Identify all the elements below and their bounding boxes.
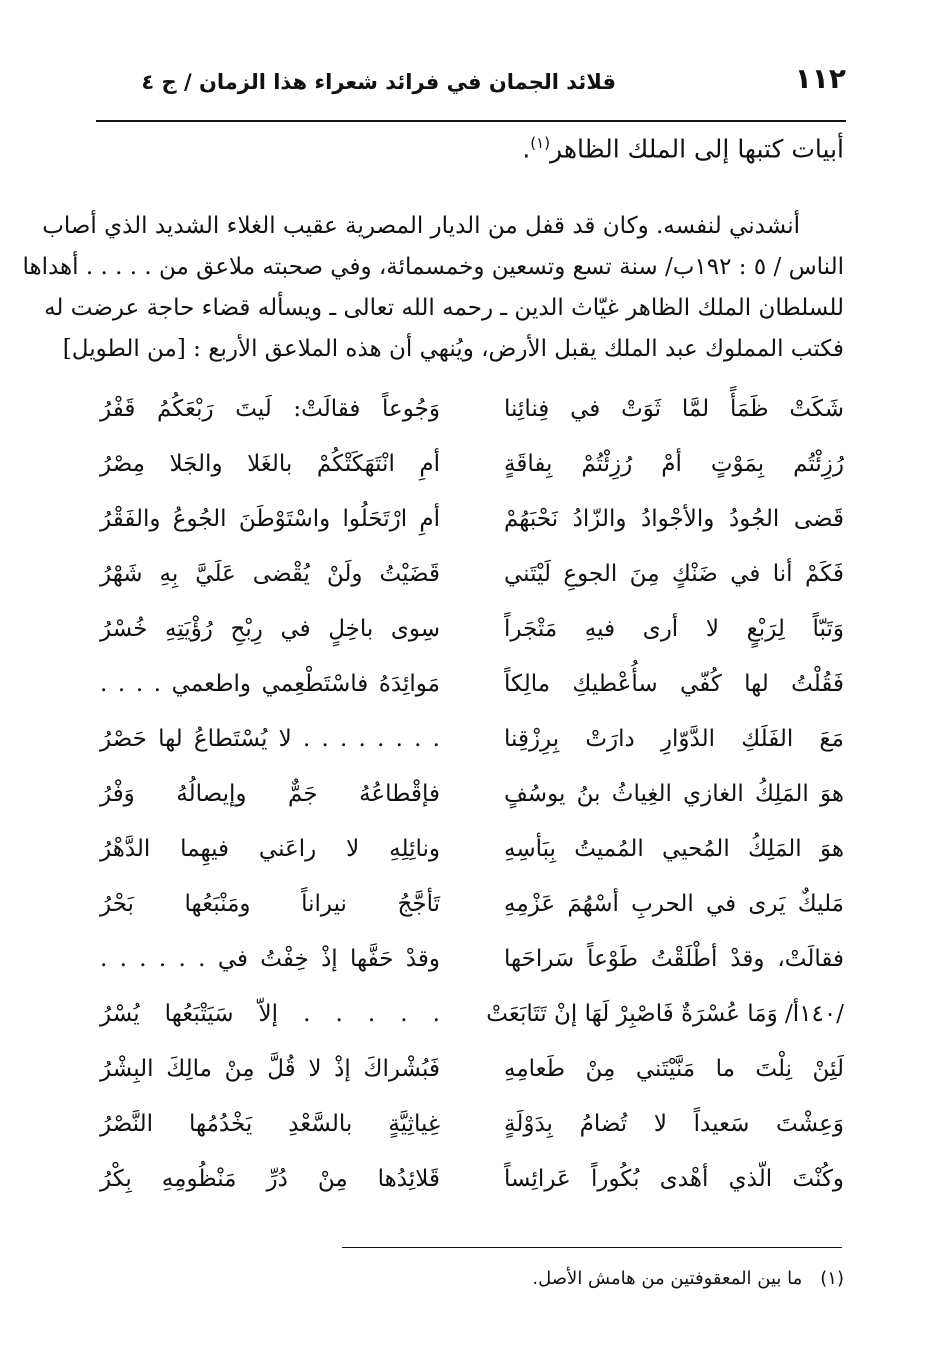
- verse: [100, 437, 844, 492]
- verse-second-hemistich: ونائِلِهِ لا راعَني فيهِما الدَّهْرُ: [100, 836, 440, 862]
- verse: [100, 877, 844, 932]
- verse-first-hemistich: مَليكٌ يَرى في الحربِ أسْهُمَ عَزْمِهِ: [504, 891, 844, 917]
- verse-first-hemistich: لَئِنْ نِلْتَ ما مَنَّيْتَني مِنْ طَعامِهِ: [504, 1056, 844, 1082]
- verse-second-hemistich: غِياثِيَّةٍ بالسَّعْدِ يَخْدُمُها النَّصْرُ: [100, 1111, 440, 1137]
- verse-first-hemistich: وَتَبّاً لِرَبْعٍ لا أرى فيهِ مَتْجَراً: [504, 616, 844, 642]
- verse-first-hemistich: هوَ المَلِكُ المُحيي المُميتُ بِبَأسِهِ: [504, 836, 844, 862]
- intro-paragraph: [22, 206, 844, 370]
- verse-second-hemistich: . . . . . . . . لا يُسْتَطاعُ لها حَصْرُ: [100, 726, 440, 752]
- verse: [100, 602, 844, 657]
- verse-first-hemistich: رُزِئْتُم بِمَوْتٍ أمْ رُزِئْتُمْ بِفاقَةٍ: [504, 451, 844, 477]
- verse-first-hemistich: شَكَتْ ظَمَأً لمَّا ثَوَتْ في فِنائِنا: [504, 396, 844, 422]
- verse-second-hemistich: قَلائِدُها مِنْ دُرِّ مَنْظُومِهِ بِكْرُ: [100, 1166, 440, 1192]
- header-divider: [96, 120, 846, 122]
- verse-first-hemistich: فَقُلْتُ لها كُفّي سأُعْطيكِ مالِكاً: [504, 671, 844, 697]
- section-title-end: .: [522, 134, 531, 164]
- verse-second-hemistich: قَضَيْتُ ولَنْ يُقْضى عَلَيَّ بِهِ شَهْرُ: [100, 561, 440, 587]
- verse: [100, 1097, 844, 1152]
- verse-second-hemistich: وَجُوعاً فقالَتْ: لَيتَ رَبْعَكُمُ قَفْرُ: [100, 396, 440, 422]
- verse-second-hemistich: أمِ انْتَهَكَتْكُمْ بالغَلا والجَلا مِصْرُ: [100, 451, 440, 477]
- verse: [100, 712, 844, 767]
- verse-first-hemistich: فقالَتْ، وقدْ أطْلَقْتُ طَوْعاً سَراحَها: [504, 946, 844, 972]
- poem: [100, 382, 844, 1207]
- verse: [100, 1152, 844, 1207]
- verse-second-hemistich: فَبُشْراكَ إذْ لا قُلَّ مِنْ مالِكَ البِشْرُ: [100, 1056, 440, 1082]
- verse-second-hemistich: . . . . . إلاّ سَيَتْبَعُها يُسْرُ: [100, 1001, 440, 1027]
- intro-line: فكتب المملوك عبد الملك يقبل الأرض، ويُنهي أن هذه الملاعق الأربع : [من الطويل]: [62, 336, 844, 362]
- verse-second-hemistich: فإقْطاعُهُ جَمٌّ وإيصالُهُ وَفْرُ: [100, 781, 440, 807]
- verse: [100, 547, 844, 602]
- intro-line: للسلطان الملك الظاهر غيّاث الدين ـ رحمه الله تعالى ـ ويسأله قضاء حاجة عرضت له: [44, 295, 844, 321]
- verse-first-hemistich: قَضى الجُودُ والأجْوادُ والزّادُ نَحْبَهُمْ: [504, 506, 844, 532]
- footnote-divider: [342, 1247, 842, 1248]
- footnote-text: ما بين المعقوفتين من هامش الأصل.: [532, 1268, 803, 1289]
- verse: [100, 382, 844, 437]
- verse-first-hemistich: وكُنْتَ الّذي أهْدى بُكُوراً عَرائِساً: [504, 1166, 844, 1192]
- footnote-reference: (١): [530, 134, 551, 152]
- verse-first-hemistich: فَكَمْ أنا في ضَنْكٍ مِنَ الجوعِ لَيْتَني: [504, 561, 844, 587]
- verse-first-hemistich: هوَ المَلِكُ الغازي الغِياثُ بنُ يوسُفٍ: [504, 781, 844, 807]
- running-title: قلائد الجمان في فرائد شعراء هذا الزمان / ج ٤: [141, 70, 616, 94]
- verse: [100, 1042, 844, 1097]
- verse-first-hemistich: /١٤٠أ/ وَمَا عُسْرَةٌ فَاصْبِرْ لَهَا إنْ تَتَابَعَتْ: [486, 1001, 844, 1027]
- intro-line: الناس / ٥ : ١٩٢ب/ سنة تسع وتسعين وخمسمائة، وفي صحبته ملاعق من . . . . . أهداها: [22, 254, 844, 280]
- verse: [100, 822, 844, 877]
- footnote: [532, 1268, 844, 1289]
- intro-line: أنشدني لنفسه. وكان قد قفل من الديار المصرية عقيب الغلاء الشديد الذي أصاب: [42, 213, 800, 239]
- section-title-text: أبيات كتبها إلى الملك الظاهر: [550, 134, 844, 164]
- verse-first-hemistich: وَعِشْتَ سَعيداً لا تُضامُ بِدَوْلَةٍ: [504, 1111, 844, 1137]
- verse-second-hemistich: أمِ ارْتَحَلُوا واسْتَوْطَنَ الجُوعُ والفَقْرُ: [100, 506, 440, 532]
- verse-first-hemistich: مَعَ الفَلَكِ الدَّوّارِ دارَتْ بِرِزْقِنا: [504, 726, 844, 752]
- verse-second-hemistich: تَأجَّجُ نيراناً ومَنْبَعُها بَحْرُ: [100, 891, 440, 917]
- footnote-marker: (١): [820, 1268, 844, 1289]
- verse: [100, 657, 844, 712]
- verse: [100, 987, 844, 1042]
- verse: [100, 492, 844, 547]
- verse-second-hemistich: سِوى باخِلٍ في رِبْحِ رُؤْيَتِهِ خُسْرُ: [100, 616, 440, 642]
- verse-second-hemistich: وقدْ حَفَّها إذْ خِفْتُ في . . . . . .: [100, 946, 440, 972]
- page-header: [96, 62, 846, 108]
- verse: [100, 767, 844, 822]
- verse: [100, 932, 844, 987]
- verse-second-hemistich: مَوائِدَهُ فاسْتَطْعِمي واطعمي . . . .: [100, 671, 440, 697]
- page-number: ١١٢: [794, 62, 846, 95]
- section-title: [522, 134, 844, 163]
